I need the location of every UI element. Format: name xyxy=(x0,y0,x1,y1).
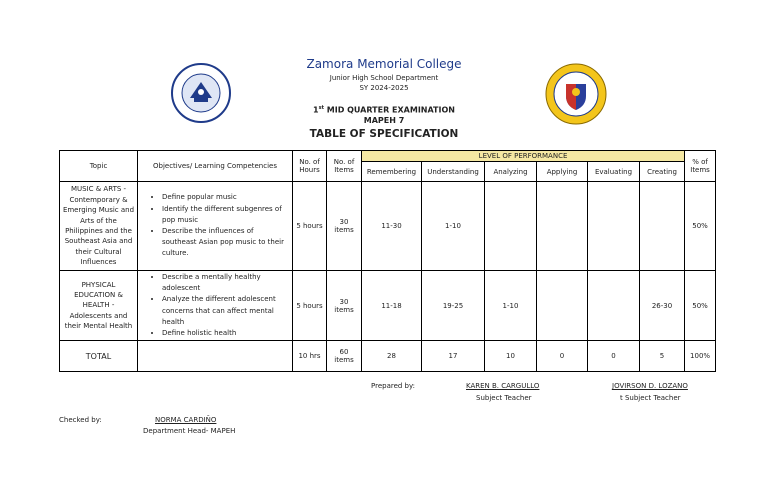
objective-item: • Describe a mentally healthy adolescent xyxy=(162,272,290,294)
creating-cell: 26-30 xyxy=(640,271,685,341)
objective-item: • Describe the influences of southeast Asian pop music to their culture. xyxy=(162,226,290,260)
header-level-of-performance: LEVEL OF PERFORMANCE xyxy=(362,151,685,162)
header-understanding: Understanding xyxy=(422,162,485,182)
header-topic: Topic xyxy=(60,151,138,182)
header-percent: % of Items xyxy=(685,151,716,182)
total-items: 60 items xyxy=(327,341,362,372)
table-row xyxy=(60,271,716,341)
objective-item: • Define popular music xyxy=(162,192,290,203)
hours-cell: 5 hours xyxy=(293,182,327,271)
total-percent: 100% xyxy=(685,341,716,372)
objectives-cell xyxy=(138,182,293,271)
head-name: NORMA CARDIÑO xyxy=(155,416,217,424)
total-applying: 0 xyxy=(537,341,588,372)
exam-ordinal: st xyxy=(318,105,324,111)
total-objectives-cell xyxy=(138,341,293,372)
subject-title: MAPEH 7 xyxy=(363,116,405,125)
teacher2-name: JOVIRSON D. LOZANO xyxy=(612,382,688,390)
items-cell: 30 items xyxy=(327,182,362,271)
objective-item: • Identify the different subgenres of pop music xyxy=(162,204,290,226)
evaluating-cell xyxy=(588,182,640,271)
teacher1-role: Subject Teacher xyxy=(476,394,532,402)
remembering-cell: 11-18 xyxy=(362,271,422,341)
percent-cell: 50% xyxy=(685,182,716,271)
exam-number: 1 xyxy=(313,105,319,115)
percent-cell: 50% xyxy=(685,271,716,341)
items-cell: 30 items xyxy=(327,271,362,341)
head-role: Department Head- MAPEH xyxy=(143,427,236,435)
remembering-cell: 11-30 xyxy=(362,182,422,271)
total-creating: 5 xyxy=(640,341,685,372)
header-objectives: Objectives/ Learning Competencies xyxy=(138,151,293,182)
total-evaluating: 0 xyxy=(588,341,640,372)
evaluating-cell xyxy=(588,271,640,341)
total-row xyxy=(60,341,716,372)
header-creating: Creating xyxy=(640,162,685,182)
teacher1-name: KAREN B. CARGULLO xyxy=(466,382,540,390)
exam-label: MID QUARTER EXAMINATION xyxy=(323,105,455,115)
school-name: Zamora Memorial College xyxy=(306,57,462,71)
header-applying: Applying xyxy=(537,162,588,182)
applying-cell xyxy=(537,182,588,271)
header-hours: No. of Hours xyxy=(293,151,327,182)
total-remembering: 28 xyxy=(362,341,422,372)
hours-cell: 5 hours xyxy=(293,271,327,341)
document-title: TABLE OF SPECIFICATION xyxy=(309,128,459,140)
header-evaluating: Evaluating xyxy=(588,162,640,182)
objective-item: • Analyze the different adolescent concerns that can affect mental health xyxy=(162,294,290,328)
checked-by-label: Checked by: xyxy=(59,416,102,424)
total-analyzing: 10 xyxy=(485,341,537,372)
prepared-by-label: Prepared by: xyxy=(371,382,415,390)
objectives-cell xyxy=(138,271,293,341)
total-label: TOTAL xyxy=(60,341,138,372)
exam-title xyxy=(0,105,768,115)
total-understanding: 17 xyxy=(422,341,485,372)
total-hours: 10 hrs xyxy=(293,341,327,372)
analyzing-cell xyxy=(485,182,537,271)
teacher2-role: t Subject Teacher xyxy=(620,394,681,402)
department-name: Junior High School Department xyxy=(329,74,439,82)
table-row xyxy=(60,182,716,271)
topic-cell: MUSIC & ARTS -Contemporary & Emerging Music and Arts of the Philippines and the Southeast Asia and their Cultural Influences xyxy=(60,182,138,271)
school-year: SY 2024-2025 xyxy=(359,84,409,92)
objective-item: • Define holistic health xyxy=(162,328,290,339)
topic-cell: PHYSICAL EDUCATION & HEALTH -Adolescents and their Mental Health xyxy=(60,271,138,341)
analyzing-cell: 1-10 xyxy=(485,271,537,341)
creating-cell xyxy=(640,182,685,271)
header-remembering: Remembering xyxy=(362,162,422,182)
understanding-cell: 1-10 xyxy=(422,182,485,271)
specification-table xyxy=(59,150,716,372)
header-items: No. of Items xyxy=(327,151,362,182)
college-seal-logo xyxy=(170,62,232,124)
header-analyzing: Analyzing xyxy=(485,162,537,182)
applying-cell xyxy=(537,271,588,341)
understanding-cell: 19-25 xyxy=(422,271,485,341)
